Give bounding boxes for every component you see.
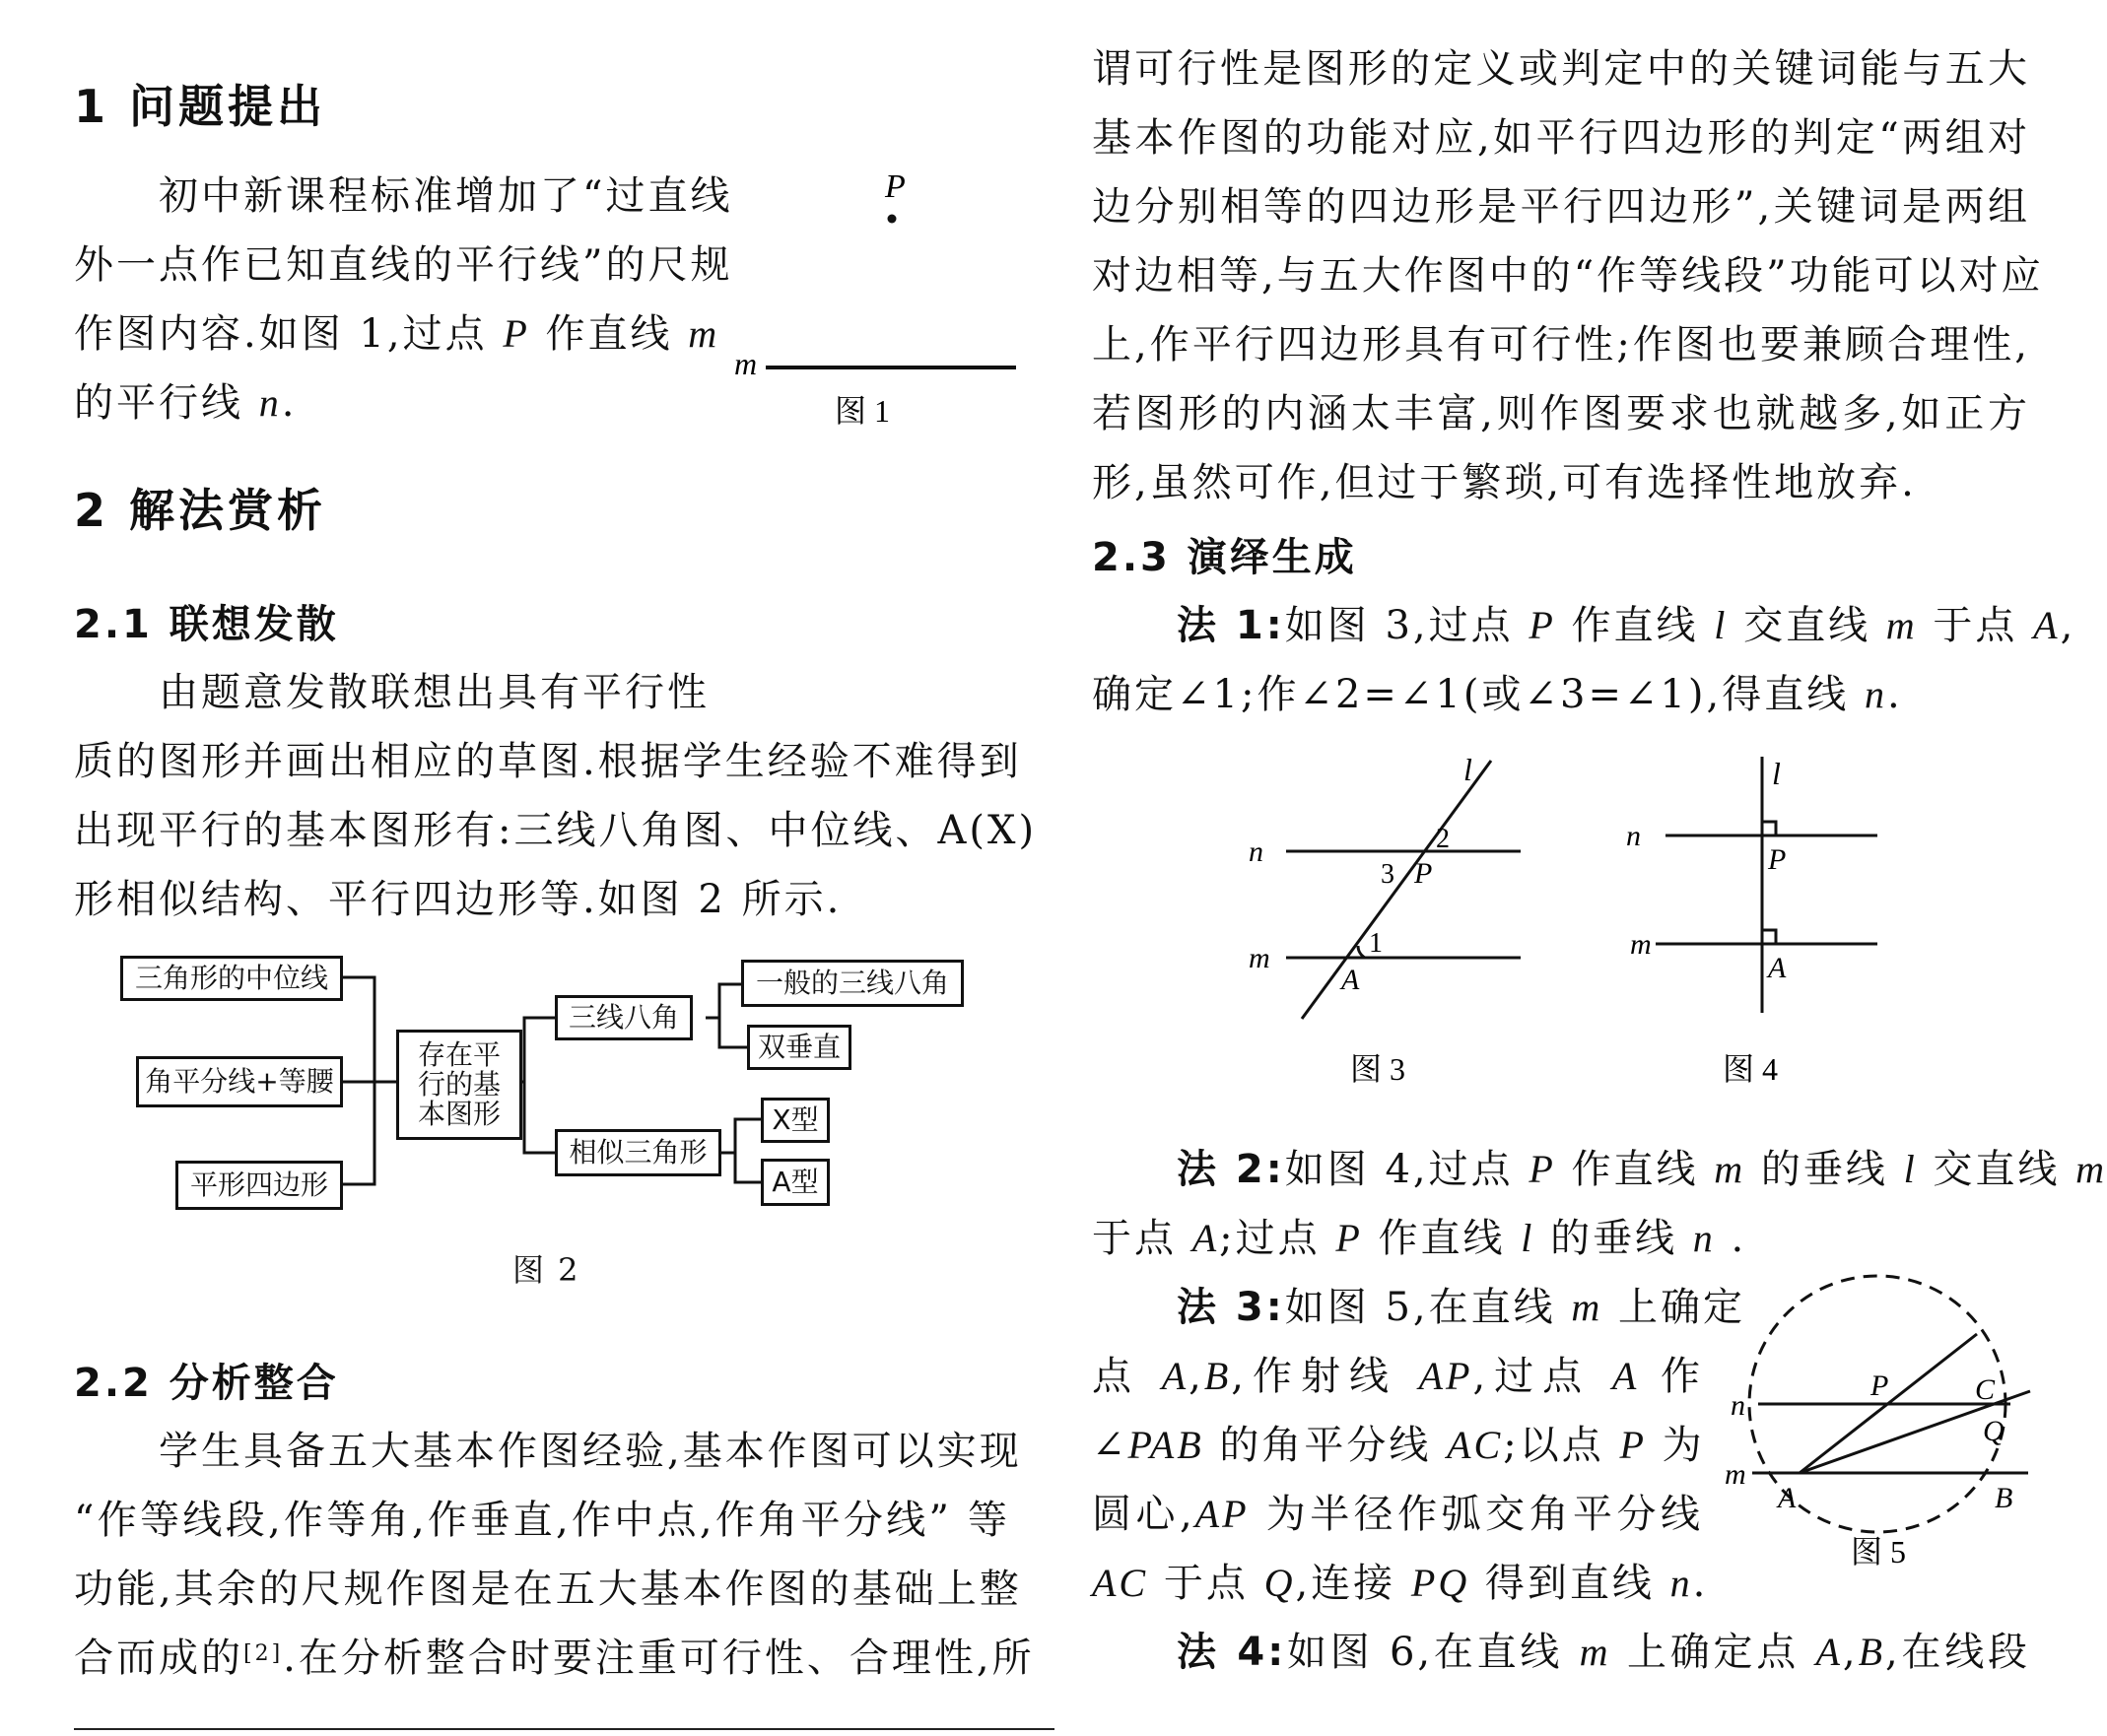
- paragraph-line: 对边相等,与五大作图中的“作等线段”功能可以对应: [1092, 253, 2044, 299]
- text-run: 得到直线: [1469, 1561, 1670, 1606]
- angle-1-arc: [1358, 946, 1365, 958]
- center-box-line: 本图形: [417, 1098, 501, 1130]
- figure-1-caption: 图 1: [835, 393, 891, 429]
- text-run: 为: [1646, 1423, 1705, 1468]
- section-2-1-paragraph: [74, 658, 1038, 934]
- diagram-box-three-lines-eight-angles: 三线八角: [555, 995, 693, 1040]
- paragraph-line: [1092, 1411, 1703, 1480]
- paragraph-line: 基本作图的功能对应,如平行四边形的判定“两组对: [1092, 115, 2030, 161]
- math-var: Q: [1263, 1561, 1296, 1605]
- paragraph-line: [1092, 1342, 1703, 1411]
- text-run: 的垂线: [1534, 1216, 1693, 1261]
- text-run: 的垂线: [1745, 1147, 1904, 1192]
- text-run: ,连接: [1295, 1561, 1411, 1606]
- math-var: P: [503, 311, 530, 356]
- math-var: n: [1692, 1216, 1716, 1260]
- math-var: B: [1858, 1630, 1886, 1674]
- text-run: ,: [2060, 603, 2076, 648]
- math-var: m: [688, 311, 720, 356]
- diagram-box-similar-triangles: 相似三角形: [555, 1129, 721, 1176]
- diagram-box-double-perpendicular: 双垂直: [747, 1025, 851, 1070]
- angle-2-label: 2: [1436, 824, 1450, 854]
- section-2-1-title: 2.1 联想发散: [74, 602, 339, 647]
- math-var: P: [1335, 1216, 1363, 1260]
- label-A: A: [1768, 952, 1787, 984]
- math-var: P: [1529, 603, 1556, 647]
- math-var: B: [1203, 1354, 1232, 1398]
- footnote-rule: [74, 1728, 1054, 1730]
- method-label: 法 4:: [1177, 1630, 1287, 1675]
- paragraph-line: 功能,其余的尺规作图是在五大基本作图的基础上整: [74, 1567, 1022, 1612]
- diagram-box-a-type: A型: [761, 1159, 830, 1206]
- paragraph-line: 形相似结构、平行四边形等.如图 2 所示.: [74, 877, 843, 922]
- text-run: ,: [1189, 1354, 1204, 1399]
- math-var: n: [258, 380, 282, 425]
- section-1-paragraph: [74, 162, 733, 437]
- figure-4-caption: 图 4: [1723, 1051, 1779, 1087]
- text-run: ,: [1842, 1630, 1859, 1675]
- text-run: .: [1715, 1216, 1747, 1261]
- figure-5-caption: 图 5: [1851, 1534, 1907, 1569]
- paragraph-line: [1092, 1549, 1709, 1618]
- method-label: 法 3:: [1177, 1285, 1285, 1330]
- math-var: m: [1579, 1630, 1611, 1674]
- section-2-2-paragraph: [74, 1417, 1035, 1693]
- paragraph-line: [1092, 660, 2030, 729]
- text-run: .: [1692, 1561, 1709, 1606]
- math-var: m: [1714, 1147, 1746, 1191]
- diagram-box-x-type: X型: [761, 1098, 830, 1143]
- point-label-P: P: [885, 168, 906, 205]
- text-run: 为半径作弧交角平分线: [1249, 1492, 1704, 1537]
- text-run: 合而成的: [74, 1636, 243, 1681]
- paragraph-line: [1092, 1480, 1703, 1549]
- label-C: C: [1975, 1373, 1996, 1406]
- text-run: ∠: [1092, 1423, 1128, 1468]
- method-2-paragraph: [1092, 1135, 2107, 1273]
- label-P: P: [1870, 1369, 1889, 1402]
- text-run: 上确定点: [1610, 1630, 1816, 1675]
- figure-1: [724, 167, 1020, 434]
- method-label: 法 1:: [1177, 603, 1285, 648]
- text-run: 于点: [1917, 603, 2034, 648]
- paragraph-line: “作等线段,作等角,作垂直,作中点,作角平分线” 等: [74, 1498, 1010, 1543]
- math-var: A: [1815, 1630, 1843, 1674]
- math-var: A: [1611, 1354, 1640, 1398]
- label-A: A: [1341, 964, 1360, 996]
- paragraph-line: [1092, 1204, 2030, 1273]
- text-run: 如图 6,在直线: [1286, 1630, 1580, 1675]
- label-n: n: [1626, 820, 1641, 852]
- paragraph-line: 谓可行性是图形的定义或判定中的关键词能与五大: [1092, 46, 2030, 92]
- text-run: ;过点: [1219, 1216, 1336, 1261]
- text-run: ,作射线: [1231, 1354, 1419, 1399]
- label-B: B: [1995, 1482, 2013, 1514]
- diagram-box-general-three-lines: 一般的三线八角: [741, 960, 964, 1007]
- figure-4: [1616, 749, 1902, 1103]
- text-run: 如图 5,在直线: [1284, 1285, 1572, 1330]
- line-label-m: m: [734, 346, 758, 381]
- center-box-line: 存在平: [417, 1038, 501, 1071]
- math-var: AC: [1092, 1561, 1149, 1605]
- text-run: .: [1886, 672, 1903, 717]
- paragraph-line: 外一点作已知直线的平行线”的尺规: [74, 242, 733, 288]
- label-P: P: [1768, 843, 1787, 876]
- citation-ref: [2]: [243, 1641, 284, 1666]
- paragraph-line: [74, 300, 720, 368]
- paragraph-line: 质的图形并画出相应的草图.根据学生经验不难得到: [74, 739, 1022, 784]
- label-P: P: [1414, 857, 1433, 890]
- label-m: m: [1630, 928, 1652, 961]
- diagram-box-bisector-isosceles: 角平分线+等腰: [136, 1056, 343, 1107]
- text-run: .: [281, 380, 298, 426]
- math-var: PQ: [1410, 1561, 1470, 1605]
- line-l: [1302, 761, 1491, 1019]
- text-run: 作: [1639, 1354, 1703, 1399]
- math-var: l: [1521, 1216, 1535, 1260]
- method-1-paragraph: [1092, 591, 2076, 729]
- math-var: A: [1191, 1216, 1220, 1260]
- text-run: ;以点: [1503, 1423, 1620, 1468]
- method-3-paragraph: [1092, 1273, 1745, 1618]
- text-run: 作直线: [529, 311, 689, 357]
- label-n: n: [1249, 835, 1263, 868]
- label-Q: Q: [1983, 1415, 2005, 1447]
- math-var: n: [1669, 1561, 1693, 1605]
- label-l: l: [1463, 752, 1472, 787]
- math-var: l: [1714, 603, 1729, 647]
- figure-3-caption: 图 3: [1350, 1051, 1406, 1087]
- paragraph-line: 初中新课程标准增加了“过直线: [159, 173, 733, 219]
- math-var: l: [1903, 1147, 1918, 1191]
- method-label: 法 2:: [1177, 1147, 1285, 1192]
- text-run: ,在线段: [1885, 1630, 2030, 1675]
- paragraph-line: [1092, 1135, 2107, 1204]
- math-var: P: [1619, 1423, 1647, 1467]
- math-var: PAB: [1127, 1423, 1204, 1467]
- text-run: 圆心,: [1092, 1492, 1195, 1537]
- text-run: 作直线: [1555, 1147, 1715, 1192]
- text-run: .在分析整合时要注重可行性、合理性,所: [283, 1636, 1035, 1681]
- math-var: P: [1529, 1147, 1556, 1191]
- paragraph-line: [1092, 1273, 1745, 1342]
- figure-5: [1723, 1293, 2048, 1578]
- math-var: m: [1885, 603, 1918, 647]
- text-run: 于点: [1092, 1216, 1192, 1261]
- paragraph-line: 学生具备五大基本作图经验,基本作图可以实现: [159, 1429, 1022, 1474]
- text-run: 交直线: [1917, 1147, 2076, 1192]
- text-run: 作图内容.如图 1,过点: [74, 311, 504, 357]
- math-var: m: [1571, 1285, 1603, 1329]
- text-run: 如图 4,过点: [1284, 1147, 1529, 1192]
- text-run: 确定∠1;作∠2=∠1(或∠3=∠1),得直线: [1092, 672, 1865, 717]
- text-run: 作直线: [1362, 1216, 1522, 1261]
- angle-1-label: 1: [1369, 928, 1383, 959]
- section-2-title: 2 解法赏析: [74, 484, 327, 537]
- label-A: A: [1778, 1482, 1797, 1514]
- paragraph-line: [1092, 591, 2076, 660]
- text-run: 上确定: [1602, 1285, 1745, 1330]
- paragraph-line: [1092, 1618, 2030, 1687]
- section-2-2-continued: [1092, 34, 2044, 517]
- paragraph-line: 上,作平行四边形具有可行性;作图也要兼顾合理性,: [1092, 322, 2030, 367]
- math-var: A: [1161, 1354, 1189, 1398]
- angle-3-label: 3: [1381, 859, 1394, 890]
- paragraph-line: 由题意发散联想出具有平行性: [159, 670, 710, 715]
- text-run: 交直线: [1728, 603, 1886, 648]
- diagram-box-center: [396, 1030, 522, 1140]
- math-var: AC: [1447, 1423, 1504, 1467]
- text-run: 点: [1092, 1354, 1162, 1399]
- center-box-line: 行的基: [417, 1068, 501, 1101]
- label-m: m: [1249, 942, 1270, 974]
- point-P-dot: [888, 215, 897, 224]
- math-var: m: [2075, 1147, 2107, 1191]
- right-angle-A: [1762, 930, 1776, 944]
- figure-2-caption: 图 2: [512, 1251, 580, 1289]
- math-var: A: [2033, 603, 2061, 647]
- paragraph-line: 形,虽然可作,但过于繁琐,可有选择性地放弃.: [1092, 460, 1917, 505]
- diagram-box-midline: 三角形的中位线: [120, 956, 343, 1001]
- method-4-paragraph: [1092, 1618, 2030, 1687]
- diagram-box-parallelogram: 平形四边形: [175, 1161, 343, 1210]
- math-var: n: [1864, 672, 1887, 716]
- paragraph-line: [74, 1624, 1035, 1693]
- text-run: 的平行线: [74, 380, 259, 426]
- section-2-3-title: 2.3 演绎生成: [1092, 535, 1357, 580]
- text-run: 的角平分线: [1203, 1423, 1448, 1468]
- section-1-title: 1 问题提出: [74, 80, 327, 133]
- label-l: l: [1772, 756, 1781, 791]
- math-var: AP: [1418, 1354, 1473, 1398]
- label-n: n: [1731, 1389, 1745, 1422]
- text-run: ,过点: [1472, 1354, 1612, 1399]
- paragraph-line: 边分别相等的四边形是平行四边形”,关键词是两组: [1092, 184, 2030, 230]
- text-run: 于点: [1148, 1561, 1264, 1606]
- math-var: AP: [1194, 1492, 1250, 1536]
- label-m: m: [1725, 1458, 1746, 1491]
- paragraph-line: [74, 368, 710, 437]
- figure-3: [1247, 749, 1532, 1103]
- right-angle-P: [1762, 822, 1776, 835]
- text-run: 作直线: [1555, 603, 1715, 648]
- text-run: 如图 3,过点: [1284, 603, 1529, 648]
- paragraph-line: 出现平行的基本图形有:三线八角图、中位线、A(X): [74, 808, 1038, 853]
- section-2-2-title: 2.2 分析整合: [74, 1361, 339, 1406]
- paragraph-line: 若图形的内涵太丰富,则作图要求也就越多,如正方: [1092, 391, 2030, 436]
